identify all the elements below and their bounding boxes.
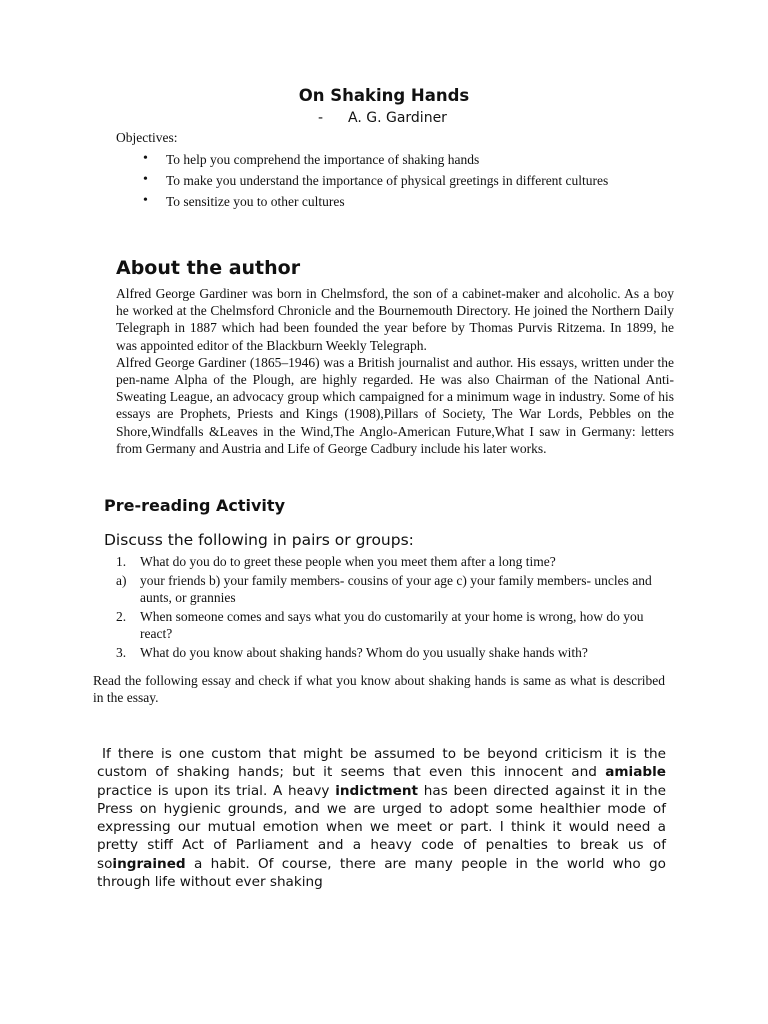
question-text: What do you do to greet these people when you meet them after a long time? bbox=[140, 554, 556, 569]
about-author-body bbox=[116, 285, 674, 457]
question-item bbox=[116, 608, 666, 642]
question-item bbox=[116, 553, 666, 570]
essay-text: If there is one custom that might be assumed to be beyond criticism it is the custom of shaking hands; but it seems that even this innocent and bbox=[97, 746, 666, 781]
objective-item: • To sensitize you to other cultures bbox=[140, 192, 674, 211]
question-number: 1. bbox=[116, 554, 127, 569]
question-item bbox=[116, 572, 666, 606]
pre-reading-heading: Pre-reading Activity bbox=[104, 496, 285, 515]
essay-title: On Shaking Hands bbox=[298, 86, 470, 105]
question-item bbox=[116, 644, 666, 661]
question-text: When someone comes and says what you do customarily at your home is wrong, how do you react? bbox=[140, 609, 644, 641]
author-dash: - bbox=[318, 110, 324, 126]
author-line bbox=[318, 110, 447, 126]
about-paragraph: Alfred George Gardiner was born in Chelmsford, the son of a cabinet-maker and alcoholic. As a boy he worked at the Chelmsford Chronicle and the Bournemouth Directory. He joined the Northern Daily Telegraph in 1887 which had been founded the year before by Thomas Purvis Ritzema. In 1899, he was appointed editor of the Blackburn Weekly Telegraph. bbox=[116, 286, 674, 353]
question-list bbox=[116, 553, 666, 663]
essay-text: a habit. Of course, there are many people in the world who go through life without ever shaking bbox=[97, 855, 666, 891]
vocab-word-amiable: amiable bbox=[605, 764, 666, 781]
essay-body bbox=[97, 745, 666, 891]
objectives-label: Objectives: bbox=[116, 130, 178, 145]
essay-text: has been directed against it in the Press on hygienic grounds, and we are urged to adopt some healthier mode of expressing our mutual emotion when we meet or part. I think it would need a pretty stiff Act of Parliament and a heavy code of penalties to break us of so bbox=[97, 782, 666, 872]
objectives-list bbox=[140, 150, 674, 213]
question-number: 3. bbox=[116, 645, 127, 660]
author-name: A. G. Gardiner bbox=[348, 110, 447, 126]
about-paragraph: Alfred George Gardiner (1865–1946) was a British journalist and author. His essays, written under the pen-name Alpha of the Plough, are highly regarded. He was also Chairman of the National Anti-Sweating League, an advocacy group which campaigned for a minimum wage in industry. Some of his essays are Prophets, Priests and Kings (1908),Pillars of Society, The War Lords, Pebbles on the Shore,Windfalls &Leaves in the Wind,The Anglo-American Future,What I saw in Germany: letters from Germany and Austria and Life of George Cadbury include his later works. bbox=[116, 354, 674, 456]
question-text: What do you know about shaking hands? Whom do you usually shake hands with? bbox=[140, 645, 588, 660]
objective-item: • To make you understand the importance of physical greetings in different cultures bbox=[140, 171, 674, 190]
question-number: 2. bbox=[116, 609, 127, 624]
question-text: your friends b) your family members- cousins of your age c) your family members- uncles and aunts, or grannies bbox=[140, 573, 652, 605]
objective-item: • To help you comprehend the importance of shaking hands bbox=[140, 150, 674, 169]
about-author-heading: About the author bbox=[116, 257, 301, 279]
reading-instruction: Read the following essay and check if what you know about shaking hands is same as what is described in the essay. bbox=[93, 673, 665, 705]
discuss-heading: Discuss the following in pairs or groups: bbox=[104, 531, 414, 549]
vocab-word-ingrained: ingrained bbox=[112, 855, 186, 872]
essay-text: practice is upon its trial. A heavy bbox=[97, 782, 336, 799]
question-number: a) bbox=[116, 573, 127, 588]
vocab-word-indictment: indictment bbox=[335, 782, 419, 799]
